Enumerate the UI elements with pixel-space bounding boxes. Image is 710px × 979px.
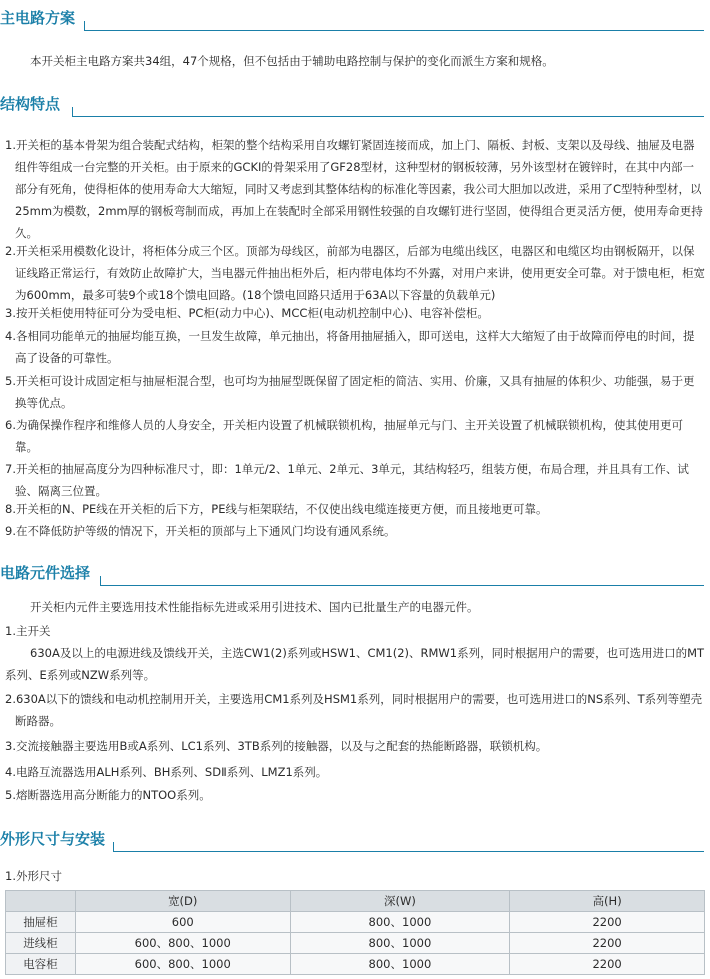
main-circuit-paragraph: 本开关柜主电路方案共34组，47个规格，但不包括由于辅助电路控制与保护的变化而派生方案和规格。 [30, 54, 554, 68]
components-intro: 开关柜内元件主要选用技术性能指标先进或采用引进技术、国内已批量生产的电器元件。 [30, 600, 479, 614]
list-item: 4.电路互流器选用ALH系列、BH系列、SDⅡ系列、LMZ1系列。 [5, 765, 328, 779]
list-item: 2.630A以下的馈线和电动机控制用开关，主要选用CM1系列及HSM1系列，同时根据用户的需要，也可选用进口的NS系列、T系列等塑壳断路器。 [5, 692, 703, 728]
list-item: 3.按开关柜使用特征可分为受电柜、PC柜(动力中心)、MCC柜(电动机控制中心)、电容补偿柜。 [5, 306, 489, 320]
table-cell: 600、800、1000 [75, 954, 290, 975]
dimensions-subtitle: 1.外形尺寸 [5, 869, 62, 883]
section-divider [72, 116, 704, 117]
table-cell: 800、1000 [290, 954, 510, 975]
table-row [6, 933, 705, 954]
table-header-row [6, 891, 705, 912]
list-item: 6.为确保操作程序和维修人员的人身安全，开关柜内设置了机械联锁机构，抽屉单元与门、主开关设置了机械联锁机构，使其使用更可靠。 [5, 418, 683, 454]
list-item: 2.开关柜采用模数化设计，将柜体分成三个区。顶部为母线区，前部为电器区，后部为电缆出线区，电器区和电缆区均由钢板隔开，以保证线路正常运行，有效防止故障扩大，当电器元件抽出柜外后，柜内带电体均不外露，对用户来讲，使用更安全可靠。对于馈电柜，柜宽为600mm，最多可装9个或18个馈电回路。(18个馈电回路只适用于63A以下容量的负载单元) [5, 244, 705, 302]
column-header: 宽(D) [75, 891, 290, 912]
section-header-dimensions [0, 829, 710, 851]
section-divider [84, 30, 704, 31]
column-header: 深(W) [290, 891, 510, 912]
list-item: 4.各相同功能单元的抽屉均能互换，一旦发生故障，单元抽出，将备用抽屉插入，即可送电，这样大大缩短了由于故障而停电的时间，提高了设备的可靠性。 [5, 329, 695, 365]
table-cell: 2200 [510, 933, 705, 954]
list-item: 5.熔断器选用高分断能力的NTOO系列。 [5, 788, 211, 802]
table-cell: 进线柜 [6, 933, 76, 954]
list-item: 1.开关柜的基本骨架为组合装配式结构，柜架的整个结构采用自攻螺钉紧固连接而成，加上门、隔板、封板、支架以及母线、抽屉及电器组件等组成一台完整的开关柜。由于原来的GCKI的骨架采用了GF28型材，这种型材的钢板较薄，另外该型材在镀锌时，在其中内部一部分有死角，使得柜体的使用寿命大大缩短，同时又考虑到其整体结构的标准化等因素，我公司大胆加以改进，采用了C型特种型材，以25mm为模数，2mm厚的钢板弯制而成，再加上在装配时全部采用钢性较强的自攻螺钉进行坚固，使得组合更灵活方便，使用寿命更持久。 [5, 138, 703, 240]
list-item: 9.在不降低防护等级的情况下，开关柜的顶部与上下通风门均设有通风系统。 [5, 524, 396, 538]
list-item: 7.开关柜的抽屉高度分为四种标准尺寸，即：1单元/2、1单元、2单元、3单元，其结构轻巧，组装方便，布局合理，并且具有工作、试验、隔离三位置。 [5, 462, 689, 498]
table-cell: 抽屉柜 [6, 912, 76, 933]
table-cell: 2200 [510, 912, 705, 933]
list-item: 8.开关柜的N、PE线在开关柜的后下方，PE线与柜架联结，不仅使出线电缆连接更方便，而且接地更可靠。 [5, 502, 548, 516]
column-header [6, 891, 76, 912]
divider-tick [113, 842, 114, 851]
section-title: 电路元件选择 [0, 564, 91, 582]
section-title: 结构特点 [0, 95, 61, 113]
table-cell: 600 [75, 912, 290, 933]
divider-tick [84, 21, 85, 30]
main-switch-body: 630A及以上的电源进线及馈线开关，主选CW1(2)系列或HSW1、CM1(2)、RMW1系列，同时根据用户的需要，也可选用进口的MT系列、E系列或NZW系列等。 [5, 646, 705, 682]
table-cell: 600、800、1000 [75, 933, 290, 954]
list-item: 3.交流接触器主要选用B或A系列、LC1系列、3TB系列的接触器，以及与之配套的热能断路器，联锁机构。 [5, 739, 548, 753]
section-header-main-circuit [0, 8, 710, 30]
main-switch-heading: 1.主开关 [5, 624, 51, 638]
section-divider [113, 851, 704, 852]
section-title: 主电路方案 [0, 9, 76, 27]
table-cell: 电容柜 [6, 954, 76, 975]
section-title: 外形尺寸与安装 [0, 830, 106, 848]
table-cell: 800、1000 [290, 912, 510, 933]
column-header: 高(H) [510, 891, 705, 912]
divider-tick [72, 107, 73, 116]
table-row [6, 954, 705, 975]
list-item: 5.开关柜可设计成固定柜与抽屉柜混合型，也可均为抽屉型既保留了固定柜的简洁、实用、价廉，又具有抽屉的体积少、功能强，易于更换等优点。 [5, 374, 695, 410]
dimensions-table [5, 890, 705, 975]
divider-tick [100, 576, 101, 585]
table-cell: 2200 [510, 954, 705, 975]
section-divider [100, 585, 704, 586]
section-header-components [0, 563, 710, 585]
table-cell: 800、1000 [290, 933, 510, 954]
section-header-structure [0, 94, 710, 116]
table-row [6, 912, 705, 933]
